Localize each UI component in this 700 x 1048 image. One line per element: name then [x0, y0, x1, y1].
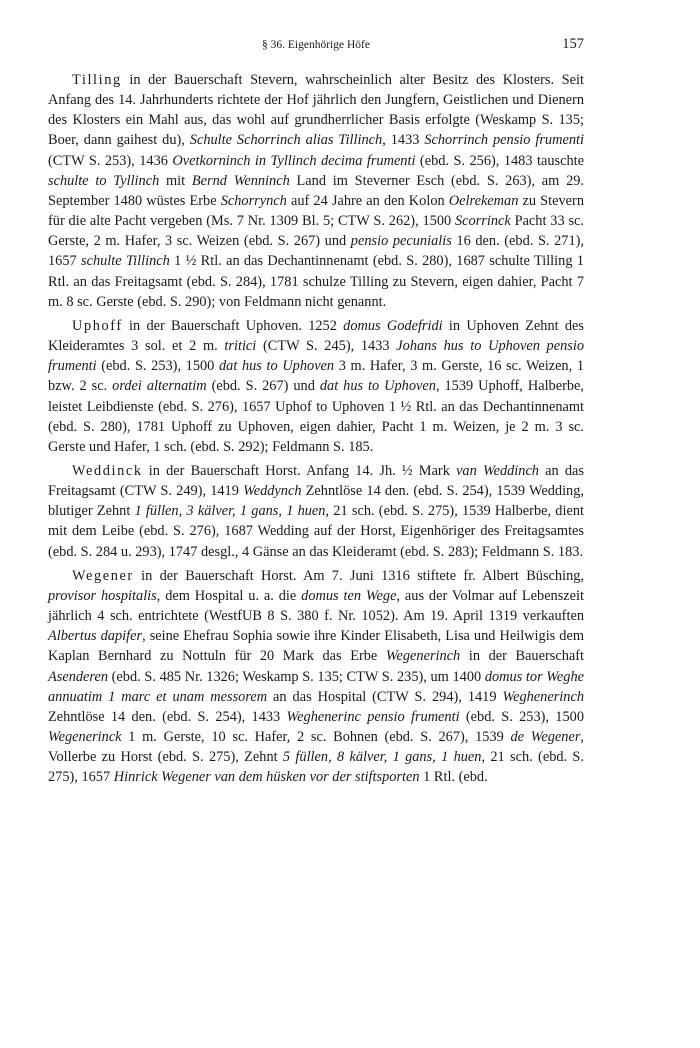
italic-phrase: pensio pecunialis [350, 233, 452, 250]
italic-phrase: 5 füllen, 8 kälver, 1 gans, 1 huen [282, 749, 482, 766]
italic-phrase: domus tor Weghe annuatim 1 marc et unam messorem [48, 668, 584, 705]
page-body [48, 70, 584, 791]
body-text: , Vollerbe zu Horst (ebd. S. 275), Zehnt [48, 729, 584, 766]
body-text: mit [159, 172, 192, 189]
body-text: in der Bauerschaft Horst. Anfang 14. Jh. ½ Mark [142, 462, 457, 479]
entry-keyword: Weddinck [72, 462, 143, 479]
italic-phrase: schulte Tillinch [81, 253, 170, 270]
body-text: 1 Rtl. (ebd. [419, 769, 488, 786]
body-text: zu Stevern für die alte Pacht vergeben (Ms. 7 Nr. 1309 Bl. 5; CTW S. 262), 1500 [48, 192, 584, 230]
body-text: (ebd. S. 253), 1500 [96, 358, 219, 375]
italic-phrase: Johans hus to Uphoven pensio frumenti [48, 338, 585, 375]
italic-phrase: dat hus to Uphoven [319, 378, 436, 395]
italic-phrase: Oelrekeman [448, 192, 519, 209]
body-text: 3 m. Hafer, 3 m. Gerste, 16 sc. Weizen, 1 bzw. 2 sc. [48, 358, 585, 395]
body-text: Land im Steverner Esch (ebd. S. 263), am 29. September 1480 wüstes Erbe [48, 172, 584, 209]
entry-uphoff [48, 316, 584, 457]
italic-phrase: Schorrynch [220, 192, 287, 209]
italic-phrase: schulte to Tyllinch [48, 172, 160, 189]
body-text: , aus der Volmar auf Lebenszeit jährlich 4 sch. entrichtete (WestfUB 8 S. 380 f. Nr. 1052). Am 19. April 1319 verkauften [48, 587, 585, 625]
body-text: in der Bauerschaft [460, 648, 584, 665]
body-text: 1 ½ Rtl. an das Dechantinnenamt (ebd. S. 280), 1687 schulte Tilling 1 Rtl. an das Freitagsamt (ebd. S. 284), 1781 schulze Tilling zu Stevern, eigen dahier, Pacht 7 m. 8 sc. Gerste (ebd. S. 290); von Feldmann nicht genannt. [48, 253, 584, 310]
italic-phrase: 1 füllen, 3 kälver, 1 gans, 1 huen [134, 503, 326, 520]
body-text: 1 m. Gerste, 10 sc. Hafer, 2 sc. Bohnen (ebd. S. 267), 1539 [121, 729, 511, 745]
body-text: (ebd. S. 253), 1500 [459, 708, 584, 725]
italic-phrase: ordei alternatim [112, 378, 207, 395]
italic-phrase: domus ten Wege [301, 587, 397, 604]
italic-phrase: Schorrinch pensio frumenti [424, 132, 584, 149]
body-text: , 21 sch. (ebd. S. 275), 1539 Halberbe, dient mit dem Leibe (ebd. S. 276), 1687 Wedding auf der Horst, Eigenhöriger des Freitagsamtes (ebd. S. 284 u. 293), 1747 desgl., 4 Gänse an das Kleideramt (ebd. S. 283); Feldmann S. 183. [48, 503, 584, 560]
italic-phrase: de Wegener [510, 729, 581, 745]
italic-phrase: Weghenerinc pensio frumenti [286, 708, 460, 725]
body-text: (CTW S. 253), 1436 [48, 152, 173, 169]
body-text: an das Freitagsamt (CTW S. 249), 1419 [48, 462, 584, 500]
body-text: in Uphoven Zehnt des Kleideramtes 3 sol. et 2 m. [48, 317, 585, 355]
body-text: 16 den. (ebd. S. 271), 1657 [48, 233, 584, 270]
italic-phrase: dat hus to Uphoven [219, 358, 335, 375]
body-text: in der Bauerschaft Uphoven. 1252 [122, 317, 344, 334]
italic-phrase: Hinrick Wegener van dem hüsken vor der stiftsporten [113, 769, 420, 786]
body-text: (ebd. S. 256), 1483 tauschte [415, 152, 584, 169]
body-text: Zehntlöse 14 den. (ebd. S. 254), 1433 [48, 708, 287, 725]
italic-phrase: Schulte Schorrinch alias Tillinch [189, 132, 383, 149]
entry-weddinck [48, 461, 584, 562]
italic-phrase: Wegenerinch [385, 648, 461, 665]
running-title: § 36. Eigenhörige Höfe [262, 39, 370, 51]
body-text: in der Bauerschaft Stevern, wahrscheinlich alter Besitz des Klosters. Seit Anfang des 14. Jahrhunderts richtete der Hof jährlich den Jungfern, Geistlichen und Dienern des Klosters ein Mahl aus, das wohl auf grundherrlicher Basis erfolgte (Weskamp S. 135; Boer, dann gaihest du), [48, 72, 584, 149]
body-text: , seine Ehefrau Sophia sowie ihre Kinder Elisabeth, Lisa und Heilwigis dem Kaplan Bernhard zu Nottuln für 20 Mark das Erbe [48, 628, 584, 665]
body-text: , 21 sch. (ebd. S. 275), 1657 [48, 749, 584, 786]
body-text: , 1539 Uphoff, Halberbe, leistet Leibdienste (ebd. S. 276), 1657 Uphof to Uphoven 1 ½ Rtl. an das Dechantinnenamt (ebd. S. 280), 1781 Uphoff zu Uphoven, eigen dahier, Pacht 1 m. Weizen, je 2 m. 3 sc. Gerste und Hafer, 1 sch. (ebd. S. 292); Feldmann S. 185. [48, 378, 584, 455]
italic-phrase: domus Godefridi [343, 317, 443, 334]
entry-wegener [48, 566, 584, 788]
entry-keyword: Wegener [72, 567, 134, 584]
body-text: in der Bauerschaft Horst. Am 7. Juni 1316 stiftete fr. Albert Büsching, [133, 567, 584, 584]
body-text: Pacht 33 sc. Gerste, 2 m. Hafer, 3 sc. Weizen (ebd. S. 267) und [48, 213, 584, 250]
entry-keyword: Tilling [72, 72, 122, 88]
body-text: (ebd. S. 267) und [206, 378, 320, 395]
body-text: (ebd. S. 485 Nr. 1326; Weskamp S. 135; CTW S. 235), um 1400 [108, 668, 485, 685]
italic-phrase: tritici [224, 338, 257, 355]
body-text: (CTW S. 245), 1433 [256, 338, 397, 355]
body-text: an das Hospital (CTW S. 294), 1419 [267, 688, 503, 705]
italic-phrase: Weghenerinch [502, 688, 584, 705]
entry-tilling [48, 70, 584, 312]
entry-keyword: Uphoff [72, 317, 123, 334]
italic-phrase: Ovetkorninch in Tyllinch decima frumenti [172, 152, 416, 169]
body-text: , dem Hospital u. a. die [156, 587, 302, 604]
page-number: 157 [562, 36, 584, 52]
body-text: auf 24 Jahre an den Kolon [286, 192, 449, 209]
italic-phrase: Wegenerinck [48, 729, 122, 745]
italic-phrase: Bernd Wenninch [191, 172, 290, 189]
page-header [48, 36, 584, 56]
italic-phrase: Scorrinck [455, 213, 511, 230]
body-text: , 1433 [382, 132, 425, 149]
italic-phrase: Asenderen [48, 668, 109, 685]
italic-phrase: van Weddinch [456, 462, 539, 479]
italic-phrase: provisor hospitalis [48, 587, 157, 604]
body-text: Zehntlöse 14 den. (ebd. S. 254), 1539 Wedding, blutiger Zehnt [48, 483, 584, 520]
italic-phrase: Albertus dapifer [48, 628, 143, 645]
italic-phrase: Weddynch [243, 483, 302, 500]
